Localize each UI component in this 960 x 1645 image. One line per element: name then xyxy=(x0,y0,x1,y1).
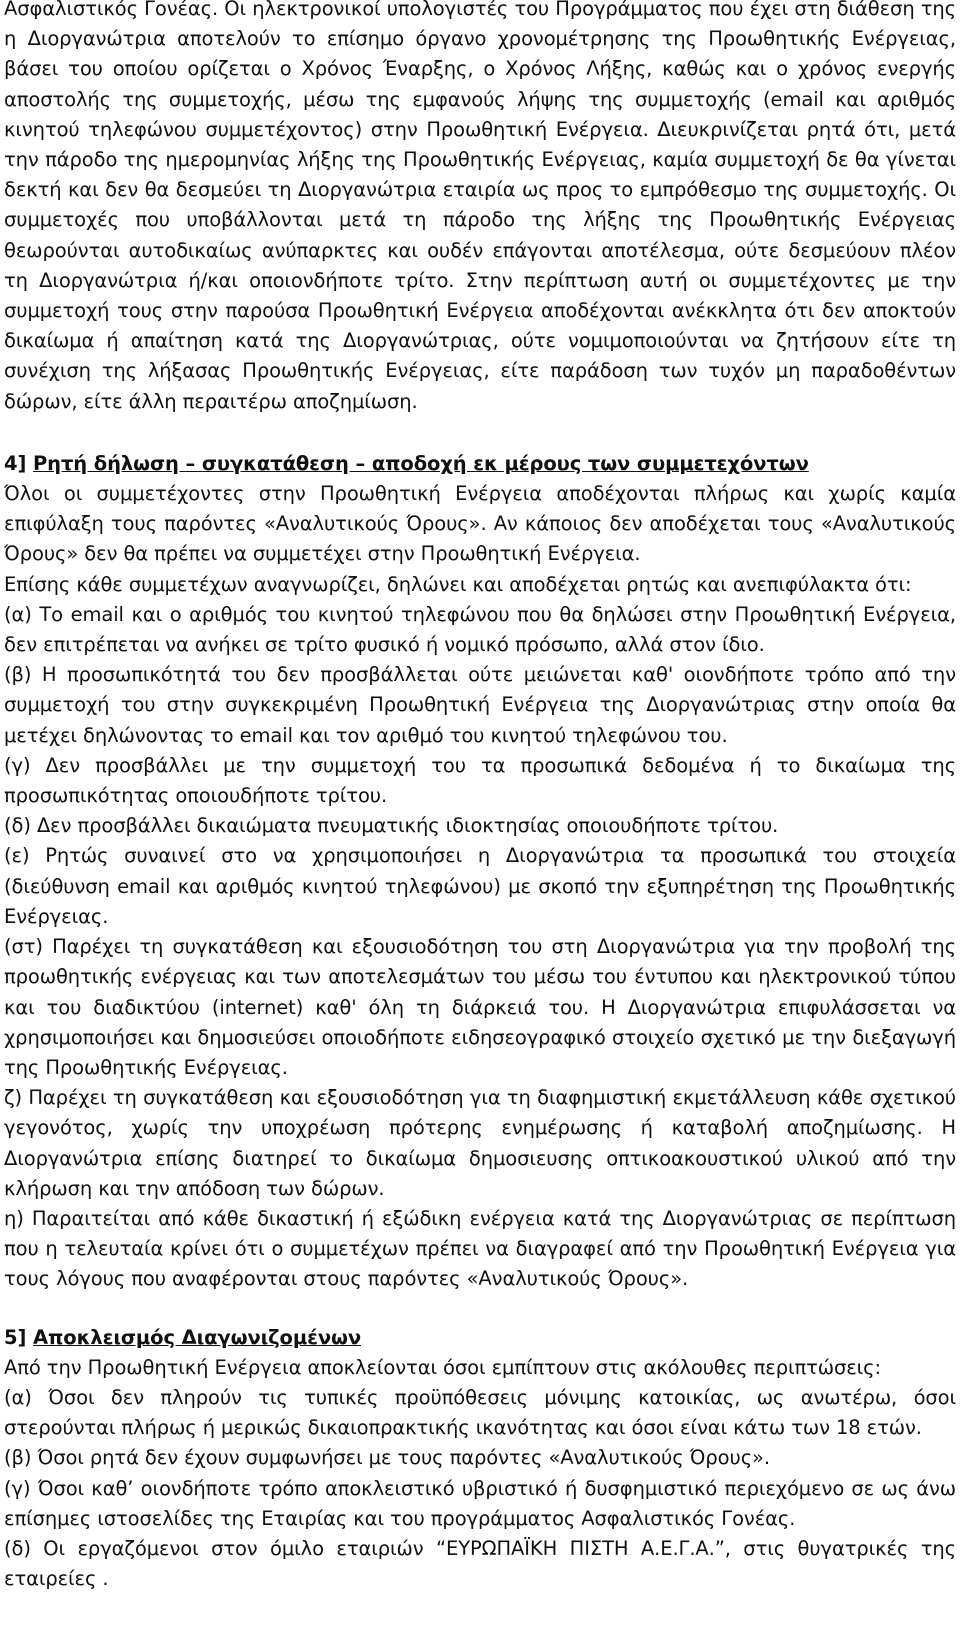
section-5-paragraph-1: Από την Προωθητική Ενέργεια αποκλείονται όσοι εμπίπτουν στις ακόλουθες περιπτώσεις: xyxy=(4,1355,881,1379)
section-4-item-b: (β) Η προσωπικότητά του δεν προσβάλλεται ούτε μειώνεται καθ' οιονδήποτε τρόπο από την συμμετοχή του στην συγκεκριμένη Προωθητική Ενέργεια της Διοργανώτριας στην οποία θα μετέχει δηλώνοντας το email και τον αριθμό του κινητού τηλεφώνου του. xyxy=(4,663,956,747)
section-4-item-d: (δ) Δεν προσβάλλει δικαιώματα πνευματικής ιδιοκτησίας οποιουδήποτε τρίτου. xyxy=(4,814,779,838)
section-4-item-a: (α) Το email και ο αριθμός του κινητού τηλεφώνου που θα δηλώσει στην Προωθητική Ενέργεια, δεν επιτρέπεται να ανήκει σε τρίτο φυσικό ή νομικό πρόσωπο, αλλά στον ίδιο. xyxy=(4,602,956,657)
section-gap xyxy=(4,417,956,449)
section-4-paragraph-2: Επίσης κάθε συμμετέχων αναγνωρίζει, δηλώνει και αποδέχεται ρητώς και ανεπιφύλακτα ότι: xyxy=(4,572,912,596)
section-4-item-c: (γ) Δεν προσβάλλει με την συμμετοχή του τα προσωπικά δεδομένα ή το δικαίωμα της προσωπικότητας οποιουδήποτε τρίτου. xyxy=(4,753,956,808)
section-5-number: 5] xyxy=(4,1325,33,1349)
section-gap xyxy=(4,1295,956,1323)
section-4-heading xyxy=(4,449,956,479)
section-4-paragraph-1: Όλοι οι συμμετέχοντες στην Προωθητική Ενέργεια αποδέχονται πλήρως και χωρίς καμία επιφύλαξη τους παρόντες «Αναλυτικούς Όρους». Αν κάποιος δεν αποδέχεται τους «Αναλυτικούς Όρους» δεν θα πρέπει να συμμετέχει στην Προωθητική Ενέργεια. xyxy=(4,482,956,566)
section-5-title: Αποκλεισμός Διαγωνιζομένων xyxy=(32,1325,362,1349)
section-4-title: Ρητή δήλωση – συγκατάθεση – αποδοχή εκ μέρους των συμμετεχόντων xyxy=(32,451,809,475)
section-5-item-c: (γ) Όσοι καθ’ οιονδήποτε τρόπο αποκλειστικό υβριστικό ή δυσφημιστικό περιεχόμενο σε ως άνω επίσημες ιστοσελίδες της Εταιρίας και του προγράμματος Ασφαλιστικός Γονέας. xyxy=(4,1476,956,1530)
section-4-item-z: ζ) Παρέχει τη συγκατάθεση και εξουσιοδότηση για τη διαφημιστική εκμετάλλευση κάθε σχετικού γεγονότος, χωρίς την υποχρέωση πρότερης ενημέρωσης ή καταβολή αποζημίωσης. Η Διοργανώτρια επίσης διατηρεί το δικαίωμα δημοσιευσης οπτικοακουστικού υλικού από την κλήρωση και την απόδοση των δώρων. xyxy=(4,1086,956,1200)
section-5-heading xyxy=(4,1323,956,1353)
section-5-item-a: (α) Όσοι δεν πληρούν τις τυπικές προϋπόθεσεις μόνιμης κατοικίας, ως ανωτέρω, όσοι στερούνται πλήρως ή μερικώς δικαιοπρακτικής ικανότητας και όσοι είναι κάτω των 18 ετών. xyxy=(4,1385,956,1440)
section-5-item-b: (β) Όσοι ρητά δεν έχουν συμφωνήσει με τους παρόντες «Αναλυτικούς Όρους». xyxy=(4,1446,770,1470)
section-4-item-e: (ε) Ρητώς συναινεί στο να χρησιμοποιήσει η Διοργανώτρια τα προσωπικά του στοιχεία (διεύθυνση email και αριθμός κινητού τηλεφώνου) με σκοπό την εξυπηρέτηση της Προωθητικής Ενέργειας. xyxy=(4,844,956,928)
section-5-item-d: (δ) Οι εργαζόμενοι στον όμιλο εταιριών “ΕΥΡΩΠΑΪΚΗ ΠΙΣΤΗ Α.Ε.Γ.Α.”, στις θυγατρικές της εταιρείες . xyxy=(4,1536,956,1591)
intro-paragraph: Ασφαλιστικός Γονέας. Οι ηλεκτρονικοί υπολογιστές του Προγράμματος που έχει στη διάθεση της η Διοργανώτρια αποτελούν το επίσημο όργανο χρονομέτρησης της Προωθητικής Ενέργειας, βάσει του οποίου ορίζεται ο Χρόνος Έναρξης, ο Χρόνος Λήξης, καθώς και ο χρόνος ενεργής αποστολής της συμμετοχής, μέσω της εμφανούς λήψης της συμμετοχής (email και αριθμός κινητού τηλεφώνου συμμετέχοντος) στην Προωθητική Ενέργεια. Διευκρινίζεται ρητά ότι, μετά την πάροδο της ημερομηνίας λήξης της Προωθητικής Ενέργειας, καμία συμμετοχή δε θα γίνεται δεκτή και δεν θα δεσμεύει τη Διοργανώτρια εταιρία ως προς το εμπρόθεσμο της συμμετοχής. Οι συμμετοχές που υποβάλλονται μετά τη πάροδο της λήξης της Προωθητικής Ενέργειας θεωρούνται αυτοδικαίως ανύπαρκτες και ουδέν επάγονται αποτέλεσμα, ούτε δεσμεύουν πλέον τη Διοργανώτρια ή/και οποιονδήποτε τρίτο. Στην περίπτωση αυτή οι συμμετέχοντες με την συμμετοχή τους στην παρούσα Προωθητική Ενέργεια αποδέχονται ανέκκλητα ότι δεν αποκτούν δικαίωμα ή απαίτηση κατά της Διοργανώτριας, ούτε νομιμοποιούνται να ζητήσουν είτε τη συνέχιση της λήξασας Προωθητικής Ενέργειας, είτε παράδοση των τυχόν μη παραδοθέντων δώρων, είτε άλλη περαιτέρω αποζημίωση. xyxy=(4,0,956,413)
section-4-item-st: (στ) Παρέχει τη συγκατάθεση και εξουσιοδότηση του στη Διοργανώτρια για την προβολή της προωθητικής ενέργειας και των αποτελεσμάτων του μέσω του έντυπου και ηλεκτρονικού τύπου και του διαδικτύου (internet) καθ' όλη τη διάρκειά του. Η Διοργανώτρια επιφυλάσσεται να χρησιμοποιήσει και δημοσιεύσει οποιοδήποτε ειδησεογραφικό στοιχείο σχετικό με την διεξαγωγή της Προωθητικής Ενέργειας. xyxy=(4,935,956,1079)
section-4-number: 4] xyxy=(4,451,33,475)
section-4-item-h: η) Παραιτείται από κάθε δικαστική ή εξώδικη ενέργεια κατά της Διοργανώτριας σε περίπτωση που η τελευταία κρίνει ότι ο συμμετέχων πρέπει να διαγραφεί από την Προωθητική Ενέργεια για τους λόγους που αναφέρονται στους παρόντες «Αναλυτικούς Όρους». xyxy=(4,1206,956,1291)
